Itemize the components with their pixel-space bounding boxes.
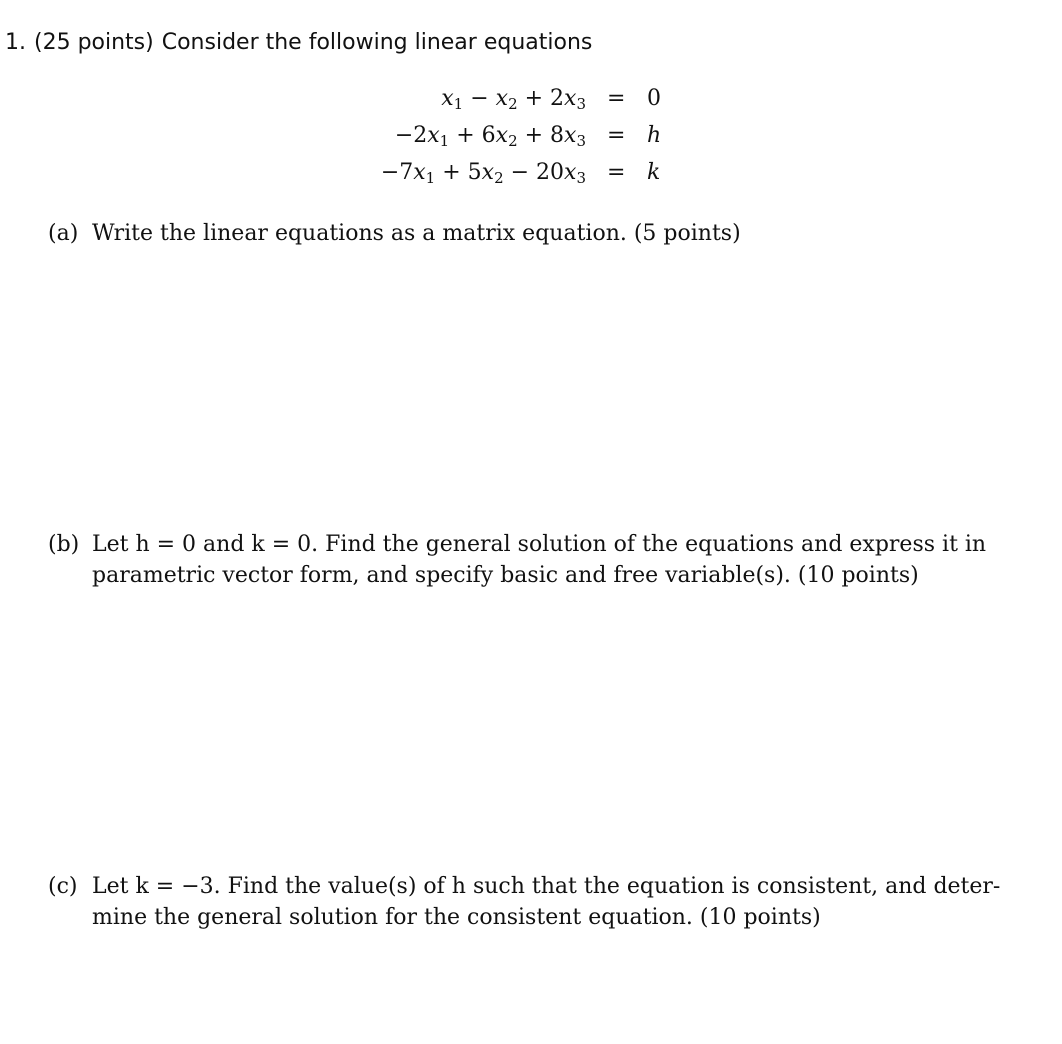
problem-points: (25 points) xyxy=(34,30,154,55)
equation-row xyxy=(300,86,720,123)
equation-rhs: h xyxy=(647,123,662,148)
equation-rhs: k xyxy=(647,160,661,185)
part-a-label: (a) xyxy=(48,221,79,246)
equation-system xyxy=(300,86,720,197)
problem-prompt: Consider the following linear equations xyxy=(161,30,593,55)
part-b-text-line-1: Let h = 0 and k = 0. Find the general solution of the equations and express it in xyxy=(92,532,987,557)
equation-lhs: $-2x_1 + 6x_2 + 8x_3$ xyxy=(394,123,586,150)
problem-header xyxy=(5,30,592,55)
part-c-text-line-2: mine the general solution for the consistent equation. (10 points) xyxy=(92,905,821,930)
part-c-text-line-1: Let k = −3. Find the value(s) of h such that the equation is consistent, and deter- xyxy=(92,874,1001,899)
equation-lhs: $x_1 - x_2 + 2x_3$ xyxy=(441,86,586,113)
equation-relation: = xyxy=(607,86,626,111)
equation-relation: = xyxy=(607,123,626,148)
equation-rhs: 0 xyxy=(647,86,661,111)
part-c xyxy=(48,871,1018,935)
part-b-text-line-2: parametric vector form, and specify basic and free variable(s). (10 points) xyxy=(92,563,919,588)
equation-row xyxy=(300,123,720,160)
part-b xyxy=(48,529,1018,593)
part-a-text: Write the linear equations as a matrix equation. (5 points) xyxy=(92,221,741,246)
equation-relation: = xyxy=(607,160,626,185)
equation-lhs: $-7x_1 + 5x_2 - 20x_3$ xyxy=(380,160,586,187)
part-b-label: (b) xyxy=(48,532,80,557)
part-c-label: (c) xyxy=(48,874,78,899)
equation-row xyxy=(300,160,720,197)
problem-number: 1. xyxy=(5,30,26,55)
part-a xyxy=(48,218,1008,250)
